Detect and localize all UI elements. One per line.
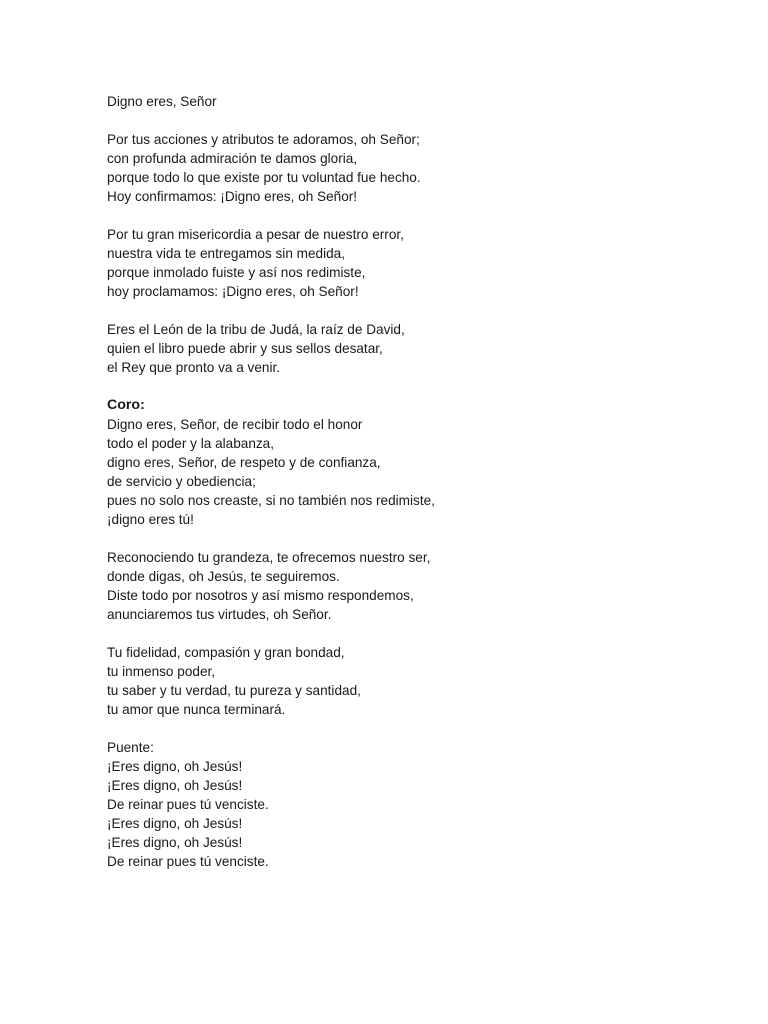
chorus-line: digno eres, Señor, de respeto y de confianza, [107,455,381,470]
verse-line: Diste todo por nosotros y así mismo respondemos, [107,588,414,603]
verse-line: Tu fidelidad, compasión y gran bondad, [107,645,345,660]
stanza-gap [107,719,768,738]
stanza-gap [107,111,768,130]
chorus-line: de servicio y obediencia; [107,474,256,489]
verse-1 [107,130,768,206]
chorus-line: pues no solo nos creaste, si no también nos redimiste, [107,493,435,508]
stanza-gap [107,301,768,320]
verse-line: donde digas, oh Jesús, te seguiremos. [107,569,340,584]
bridge [107,738,768,871]
song-title: Digno eres, Señor [107,94,217,109]
verse-4 [107,548,768,624]
stanza-gap [107,624,768,643]
stanza-gap [107,377,768,396]
verse-line: nuestra vida te entregamos sin medida, [107,246,346,261]
bridge-line: De reinar pues tú venciste. [107,854,269,869]
bridge-line: De reinar pues tú venciste. [107,797,269,812]
bridge-line: ¡Eres digno, oh Jesús! [107,778,243,793]
chorus-line: Digno eres, Señor, de recibir todo el honor [107,417,363,432]
chorus-line: ¡digno eres tú! [107,512,194,527]
bridge-heading: Puente: [107,740,154,755]
verse-line: anunciaremos tus virtudes, oh Señor. [107,607,332,622]
chorus [107,396,768,529]
stanza-gap [107,206,768,225]
verse-line: porque todo lo que existe por tu voluntad fue hecho. [107,170,421,185]
verse-line: Reconociendo tu grandeza, te ofrecemos nuestro ser, [107,550,431,565]
bridge-line: ¡Eres digno, oh Jesús! [107,759,243,774]
verse-line: tu amor que nunca terminará. [107,702,286,717]
verse-line: tu saber y tu verdad, tu pureza y santidad, [107,683,361,698]
chorus-heading: Coro: [107,397,145,413]
verse-5 [107,643,768,719]
bridge-line: ¡Eres digno, oh Jesús! [107,816,243,831]
stanza-gap [107,529,768,548]
verse-line: quien el libro puede abrir y sus sellos desatar, [107,341,383,356]
verse-line: con profunda admiración te damos gloria, [107,151,358,166]
verse-line: Por tus acciones y atributos te adoramos, oh Señor; [107,132,420,147]
verse-line: Por tu gran misericordia a pesar de nuestro error, [107,227,404,242]
verse-3 [107,320,768,377]
verse-line: porque inmolado fuiste y así nos redimiste, [107,265,366,280]
verse-line: Eres el León de la tribu de Judá, la raíz de David, [107,322,405,337]
verse-2 [107,225,768,301]
verse-line: hoy proclamamos: ¡Digno eres, oh Señor! [107,284,359,299]
chorus-line: todo el poder y la alabanza, [107,436,275,451]
bridge-line: ¡Eres digno, oh Jesús! [107,835,243,850]
verse-line: el Rey que pronto va a venir. [107,360,281,375]
verse-line: Hoy confirmamos: ¡Digno eres, oh Señor! [107,189,358,204]
verse-line: tu inmenso poder, [107,664,216,679]
